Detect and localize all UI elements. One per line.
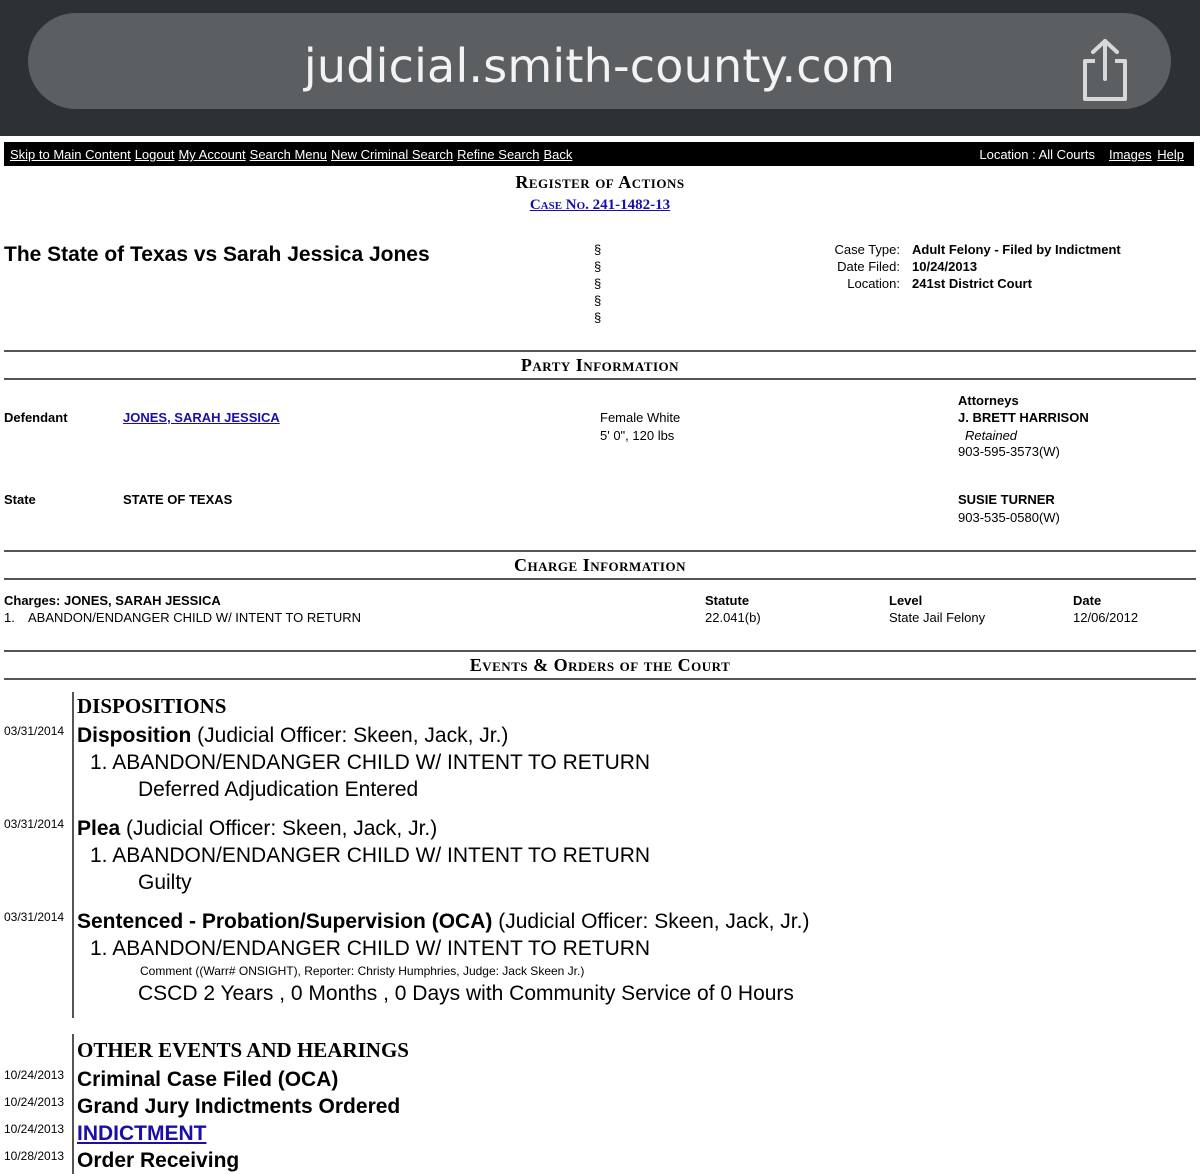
event-grand-jury-indictments: Grand Jury Indictments Ordered: [77, 1095, 401, 1118]
nav-right: [979, 147, 1184, 162]
plea-result: Guilty: [138, 871, 192, 894]
nav-my-account[interactable]: My Account: [178, 147, 246, 162]
sentence-title: Sentenced - Probation/Supervision (OCA): [77, 910, 493, 933]
case-number: [0, 197, 1200, 214]
url-text[interactable]: judicial.smith-county.com: [303, 39, 896, 93]
sentence-charge: 1. ABANDON/ENDANGER CHILD W/ INTENT TO RETURN: [90, 937, 651, 960]
sentence-comment: Comment ((Warr# ONSIGHT), Reporter: Christy Humphries, Judge: Jack Skeen Jr.): [140, 964, 585, 978]
case-type-label: Case Type:: [834, 242, 900, 257]
disposition-date: 03/31/2014: [4, 724, 65, 738]
events-heading: Events & Orders of the Court: [4, 650, 1196, 680]
charge-number: 1.: [4, 610, 15, 625]
share-icon[interactable]: [1077, 37, 1133, 103]
sentence-date: 03/31/2014: [4, 910, 65, 924]
nav-new-criminal-search[interactable]: New Criminal Search: [330, 147, 454, 162]
top-nav-bar: [4, 142, 1194, 166]
event-indictment: [77, 1122, 207, 1146]
section-mark: §: [594, 293, 602, 308]
defendant-label: Defendant: [4, 410, 68, 425]
defense-attorney-phone: 903-595-3573(W): [958, 444, 1060, 459]
case-type-value: Adult Felony - Filed by Indictment: [912, 242, 1121, 257]
event-date: 10/24/2013: [4, 1122, 65, 1136]
defendant-name: [123, 410, 280, 425]
disposition-event: [77, 724, 508, 748]
disposition-result: Deferred Adjudication Entered: [138, 778, 419, 801]
nav-links: [10, 147, 576, 162]
charge-date: 12/06/2012: [1073, 610, 1139, 625]
sentence-event: [77, 910, 809, 934]
event-criminal-case-filed: Criminal Case Filed (OCA): [77, 1068, 339, 1091]
case-number-link[interactable]: Case No. 241-1482-13: [529, 197, 671, 213]
plea-charge: 1. ABANDON/ENDANGER CHILD W/ INTENT TO RETURN: [90, 844, 651, 867]
nav-back[interactable]: Back: [543, 147, 573, 162]
section-marks: [594, 241, 601, 326]
state-label: State: [4, 492, 36, 507]
state-name: STATE OF TEXAS: [123, 492, 233, 507]
case-info: [780, 241, 1121, 292]
location-row: [780, 275, 1121, 292]
state-attorney-name: SUSIE TURNER: [958, 492, 1055, 507]
case-type-row: [780, 241, 1121, 258]
dispositions-divider: [72, 692, 74, 1018]
defendant-description-2: 5' 0", 120 lbs: [600, 428, 675, 443]
nav-location: Location : All Courts: [979, 147, 1095, 162]
disposition-officer: (Judicial Officer: Skeen, Jack, Jr.): [191, 724, 509, 747]
nav-help[interactable]: Help: [1157, 147, 1184, 162]
charge-information-heading: Charge Information: [4, 550, 1196, 580]
date-filed-value: 10/24/2013: [912, 259, 978, 274]
location-value: 241st District Court: [912, 276, 1032, 291]
plea-officer: (Judicial Officer: Skeen, Jack, Jr.): [120, 817, 438, 840]
defendant-description-1: Female White: [600, 410, 681, 425]
other-events-heading: OTHER EVENTS AND HEARINGS: [77, 1038, 409, 1062]
nav-images[interactable]: Images: [1108, 147, 1152, 162]
attorneys-label: Attorneys: [958, 393, 1019, 408]
statute-label: Statute: [705, 593, 750, 608]
section-mark: §: [594, 276, 602, 291]
date-filed-label: Date Filed:: [837, 259, 900, 274]
level-label: Level: [889, 593, 923, 608]
event-date: 10/28/2013: [4, 1149, 65, 1163]
section-mark: §: [594, 259, 602, 274]
nav-logout[interactable]: Logout: [134, 147, 175, 162]
other-events-divider: [72, 1034, 74, 1174]
browser-toolbar: [0, 0, 1200, 136]
charges-label: Charges: JONES, SARAH JESSICA: [4, 593, 221, 608]
event-order-receiving: Order Receiving: [77, 1149, 240, 1172]
date-filed-row: [780, 258, 1121, 275]
indictment-link[interactable]: INDICTMENT: [77, 1122, 207, 1145]
plea-event: [77, 817, 437, 841]
sentence-result: CSCD 2 Years , 0 Months , 0 Days with Community Service of 0 Hours: [138, 982, 794, 1005]
section-mark: §: [594, 310, 602, 325]
date-label: Date: [1073, 593, 1102, 608]
defendant-name-link[interactable]: JONES, SARAH JESSICA: [123, 410, 280, 425]
charge-level: State Jail Felony: [889, 610, 986, 625]
page-title: Register of Actions: [515, 172, 685, 192]
sentence-officer: (Judicial Officer: Skeen, Jack, Jr.): [492, 910, 810, 933]
plea-date: 03/31/2014: [4, 817, 65, 831]
defense-attorney-name: J. BRETT HARRISON: [958, 410, 1089, 425]
location-label: Location:: [847, 276, 900, 291]
charge-description: ABANDON/ENDANGER CHILD W/ INTENT TO RETURN: [28, 610, 361, 625]
disposition-charge: 1. ABANDON/ENDANGER CHILD W/ INTENT TO RETURN: [90, 751, 651, 774]
state-attorney-phone: 903-535-0580(W): [958, 510, 1060, 525]
url-bar[interactable]: [28, 13, 1171, 109]
nav-search-menu[interactable]: Search Menu: [249, 147, 327, 162]
plea-title: Plea: [77, 817, 121, 840]
event-date: 10/24/2013: [4, 1095, 65, 1109]
section-mark: §: [594, 242, 602, 257]
charge-statute: 22.041(b): [705, 610, 761, 625]
defense-attorney-status: Retained: [965, 428, 1018, 443]
party-information-heading: Party Information: [4, 350, 1196, 380]
case-style: The State of Texas vs Sarah Jessica Jones: [4, 243, 430, 266]
disposition-title: Disposition: [77, 724, 192, 747]
nav-refine-search[interactable]: Refine Search: [457, 147, 540, 162]
event-date: 10/24/2013: [4, 1068, 65, 1082]
dispositions-heading: DISPOSITIONS: [77, 694, 227, 718]
nav-skip-to-main[interactable]: Skip to Main Content: [10, 147, 131, 162]
